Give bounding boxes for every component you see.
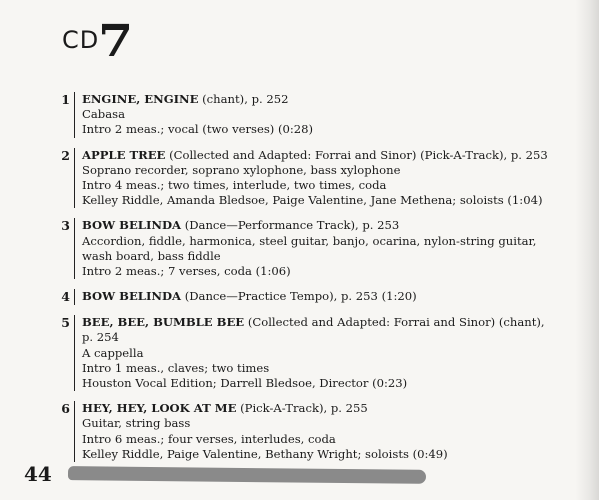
track-detail-line: Kelley Riddle, Amanda Bledsoe, Paige Valentine, Jane Methena; soloists (1:04)	[82, 193, 543, 208]
track-title-suffix: (Pick-A-Track), p. 255	[236, 401, 368, 416]
page-edge-shadow	[575, 0, 599, 500]
track-title: ENGINE, ENGINE	[82, 92, 199, 106]
track-details	[74, 92, 313, 138]
track-details	[74, 315, 545, 391]
track-detail-line: p. 254	[82, 330, 119, 345]
footer-rule	[68, 466, 426, 484]
track-entry	[58, 148, 578, 209]
track-entry	[58, 401, 578, 462]
cd-number: 7	[98, 16, 134, 67]
track-detail-line: Intro 2 meas.; vocal (two verses) (0:28)	[82, 122, 314, 137]
track-title-line	[82, 148, 548, 163]
track-title-line	[82, 92, 313, 107]
track-details	[74, 289, 417, 305]
track-entry	[58, 92, 578, 138]
track-detail-line: Houston Vocal Edition; Darrell Bledsoe, Director (0:23)	[82, 376, 408, 391]
track-title-line	[82, 315, 545, 330]
track-title-suffix: (chant), p. 252	[198, 92, 289, 106]
track-title: APPLE TREE	[82, 147, 166, 162]
track-title: HEY, HEY, LOOK AT ME	[82, 401, 237, 416]
track-entry	[58, 218, 578, 279]
track-title-suffix: (Collected and Adapted: Forrai and Sinor) (Pick-A-Track), p. 253	[165, 147, 548, 162]
track-number: 5	[61, 315, 70, 331]
track-detail-line: A cappella	[82, 345, 144, 360]
track-title-suffix: (Collected and Adapted: Forrai and Sinor) (chant),	[244, 315, 545, 330]
track-number: 4	[61, 289, 70, 305]
track-entry	[58, 315, 578, 391]
track-detail-line: Intro 2 meas.; 7 verses, coda (1:06)	[82, 264, 291, 279]
track-detail-line: Kelley Riddle, Paige Valentine, Bethany Wright; soloists (0:49)	[82, 446, 448, 461]
track-detail-line: Soprano recorder, soprano xylophone, bass xylophone	[82, 162, 401, 177]
track-list	[58, 92, 578, 462]
track-details	[74, 218, 537, 279]
track-details	[74, 401, 448, 462]
track-number: 2	[61, 147, 70, 163]
track-title-line	[82, 218, 537, 233]
track-title-line	[82, 401, 448, 416]
track-title: BOW BELINDA	[82, 289, 182, 304]
track-detail-line: wash board, bass fiddle	[82, 248, 221, 263]
track-detail-line: Intro 6 meas.; four verses, interludes, coda	[82, 431, 336, 446]
track-detail-line: Cabasa	[82, 107, 125, 122]
track-detail-line: Intro 1 meas., claves; two times	[82, 360, 270, 375]
page-number: 44	[24, 462, 52, 486]
track-detail-line: Guitar, string bass	[82, 416, 191, 431]
track-title-line	[82, 289, 417, 304]
track-number: 1	[61, 92, 70, 107]
track-detail-line: Intro 4 meas.; two times, interlude, two times, coda	[82, 178, 387, 193]
track-title-suffix: (Dance—Performance Track), p. 253	[181, 218, 400, 233]
track-number: 6	[61, 401, 70, 417]
track-title-suffix: (Dance—Practice Tempo), p. 253 (1:20)	[181, 289, 417, 304]
track-title: BOW BELINDA	[82, 218, 182, 233]
cd-label: CD	[62, 26, 100, 54]
track-detail-line: Accordion, fiddle, harmonica, steel guitar, banjo, ocarina, nylon-string guitar,	[82, 233, 537, 248]
track-title: BEE, BEE, BUMBLE BEE	[82, 315, 245, 330]
track-entry	[58, 289, 578, 305]
track-details	[74, 148, 548, 209]
track-number: 3	[61, 218, 70, 234]
